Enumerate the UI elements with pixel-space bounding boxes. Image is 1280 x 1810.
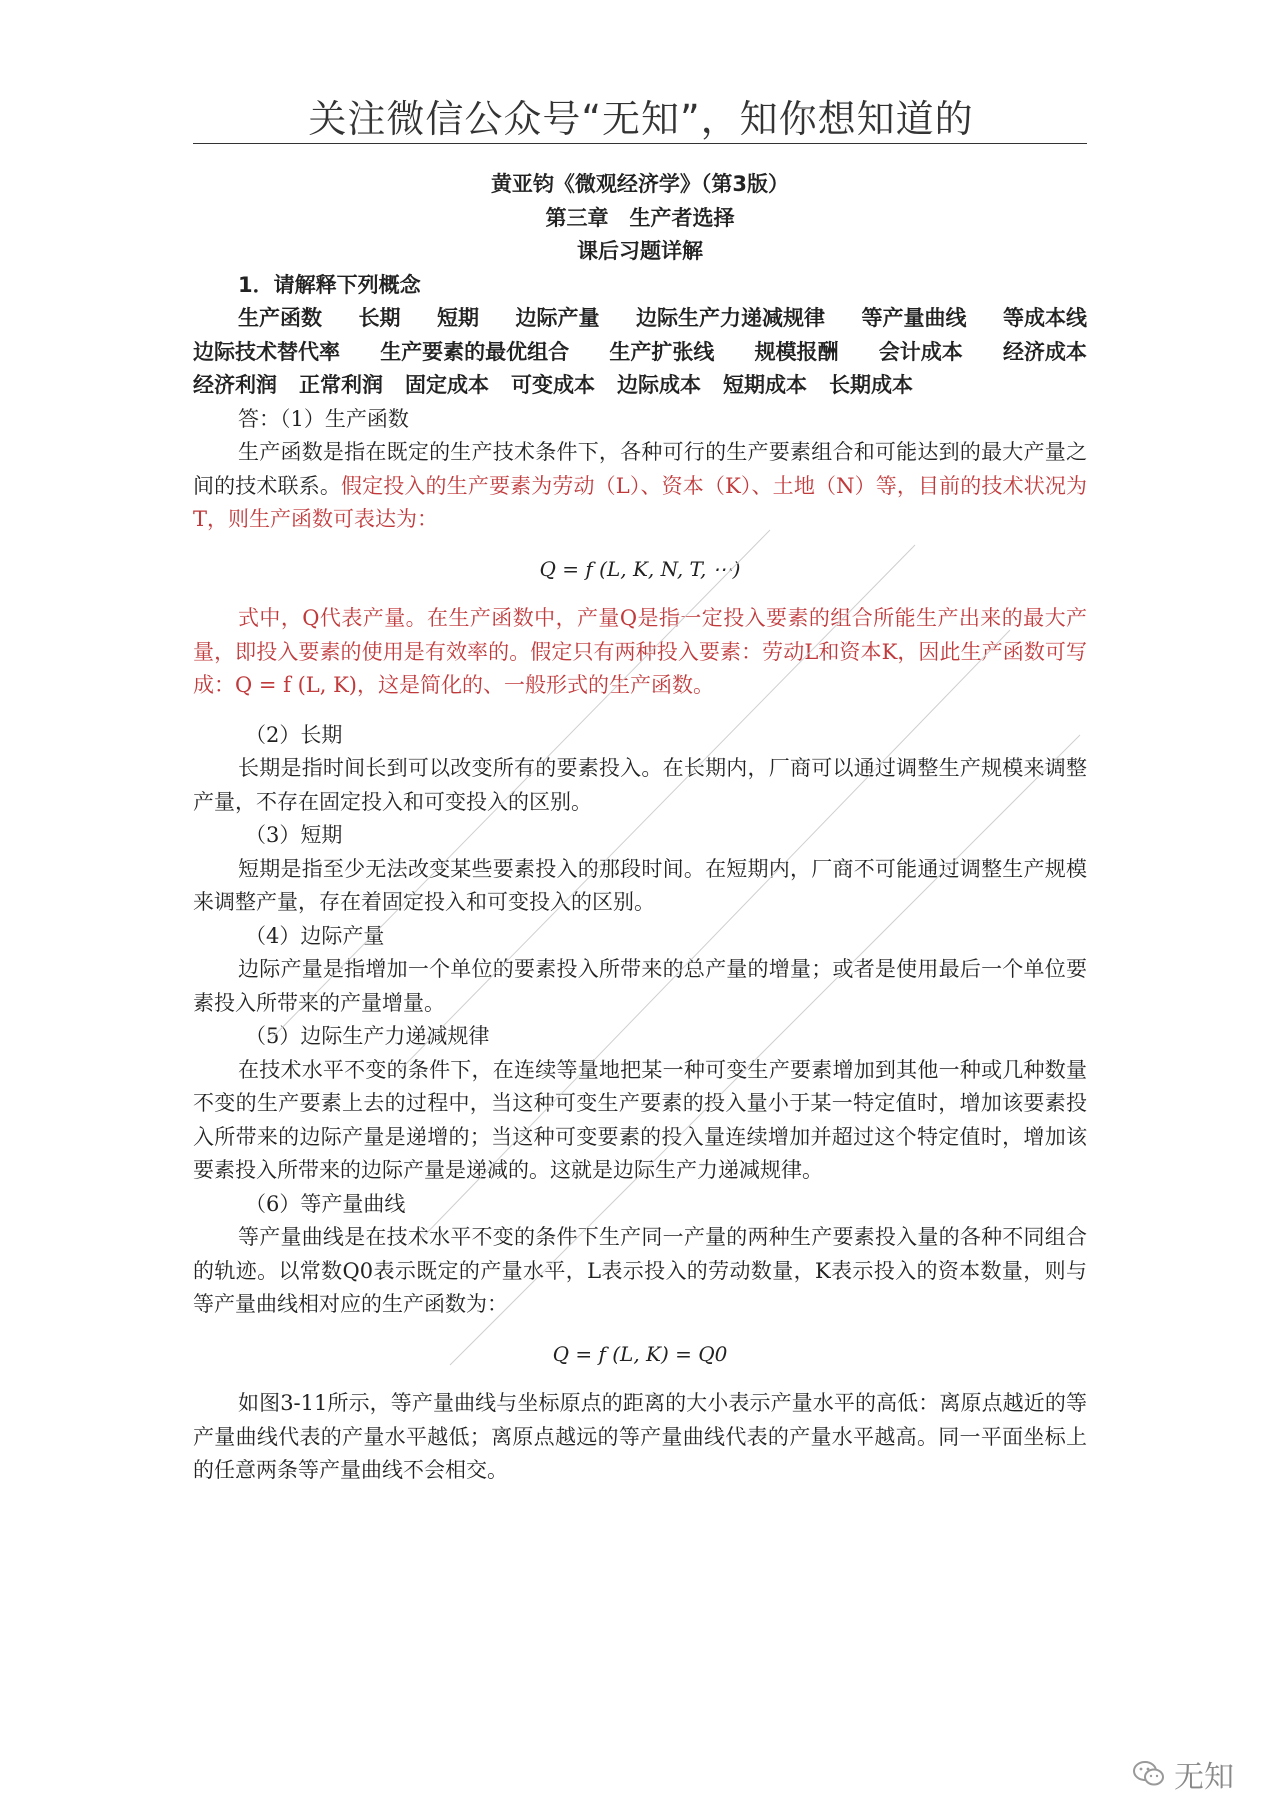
- term: 生产要素的最优组合: [380, 339, 570, 364]
- answer-section-3-paragraph: 短期是指至少无法改变某些要素投入的那段时间。在短期内，厂商不可能通过调整生产规模来调整产量，存在着固定投入和可变投入的区别。: [193, 856, 1087, 914]
- book-title: 黄亚钧《微观经济学》（第3版）: [490, 172, 790, 196]
- term: 边际成本: [617, 373, 701, 397]
- answer-section-5-paragraph: 在技术水平不变的条件下，在连续等量地把某一种可变生产要素增加到其他一种或几种数量不变的生产要素上去的过程中，当这种可变生产要素的投入量小于某一特定值时，增加该要素投入所带来的边际产量是递增的；当这种可变要素的投入量连续增加并超过这个特定值时，增加该要素投入所带来的边际产量是递减的。这就是边际生产力递减规律。: [193, 1057, 1087, 1182]
- banner-divider: [193, 143, 1087, 144]
- answer-section-2-paragraph: 长期是指时间长到可以改变所有的要素投入。在长期内，厂商可以通过调整生产规模来调整产量，不存在固定投入和可变投入的区别。: [193, 756, 1087, 814]
- wechat-logo: [1132, 1752, 1234, 1796]
- term: 正常利润: [299, 373, 383, 397]
- highlighted-text: 假定投入的生产要素为劳动（L）、资本（K）、土地（N）等，目前的技术状况为T，则生产函数可表达为：: [193, 473, 1088, 531]
- term: 边际产量: [515, 306, 600, 330]
- term: 长期: [358, 306, 401, 330]
- equation-isoquant: Q = f (L, K) = Q0: [552, 1341, 728, 1366]
- wechat-icon: [1132, 1759, 1166, 1789]
- term: 经济利润: [193, 373, 277, 397]
- answer-section-6-heading: （6）等产量曲线: [245, 1191, 406, 1216]
- term: 边际生产力递减规律: [636, 306, 825, 330]
- answer-section-4-heading: （4）边际产量: [245, 923, 385, 948]
- terms-row-1: [193, 302, 1087, 336]
- answer-section-2-heading: （2）长期: [245, 722, 343, 747]
- term: 等产量曲线: [861, 306, 967, 330]
- term: 生产函数: [238, 306, 322, 330]
- answer-section-5-heading: （5）边际生产力递减规律: [245, 1024, 490, 1048]
- logo-text: 无知: [1174, 1760, 1234, 1795]
- banner-title: 关注微信公众号“无知”，知你想知道的: [308, 97, 974, 141]
- answer-section-1-paragraph-1: [193, 436, 1087, 537]
- term: 短期成本: [723, 373, 807, 397]
- term: 固定成本: [405, 373, 489, 397]
- term: 规模报酬: [754, 339, 839, 364]
- answer-section-4-paragraph: 边际产量是指增加一个单位的要素投入所带来的总产量的增量；或者是使用最后一个单位要素投入所带来的产量增量。: [193, 957, 1087, 1015]
- term: 会计成本: [878, 339, 963, 364]
- answer-section-6-paragraph-2: 如图3-11所示，等产量曲线与坐标原点的距离的大小表示产量水平的高低：离原点越近的等产量曲线代表的产量水平越低；离原点越远的等产量曲线代表的产量水平越高。同一平面坐标上的任意两条等产量曲线不会相交。: [193, 1391, 1087, 1482]
- equation-production-function: Q = f (L, K, N, T, ⋯): [539, 556, 741, 581]
- terms-row-3: [193, 369, 1087, 403]
- term: 等成本线: [1003, 306, 1087, 330]
- answer-section-1-heading: 答：（1）生产函数: [238, 406, 409, 431]
- section-title: 课后习题详解: [577, 239, 703, 263]
- term: 短期: [437, 306, 479, 330]
- document-body: [193, 168, 1087, 1488]
- term: 经济成本: [1002, 339, 1087, 364]
- terms-row-2: [193, 336, 1087, 370]
- chapter-title: 第三章 生产者选择: [545, 205, 735, 230]
- term: 生产扩张线: [609, 339, 715, 364]
- term: 边际技术替代率: [193, 339, 340, 364]
- answer-section-6-paragraph-1: 等产量曲线是在技术水平不变的条件下生产同一产量的两种生产要素投入量的各种不同组合的轨迹。以常数Q0表示既定的产量水平，L表示投入的劳动数量，K表示投入的资本数量，则与等产量曲线相对应的生产函数为：: [193, 1225, 1087, 1316]
- definition-text: 生产函数是指在既定的生产技术条件下，各种可行的生产要素组合和可能达到的最大产量之间的技术联系。: [193, 440, 1087, 498]
- term: 长期成本: [829, 373, 913, 397]
- answer-section-3-heading: （3）短期: [245, 823, 343, 847]
- term: 可变成本: [511, 373, 595, 397]
- question-heading: 1．请解释下列概念: [238, 272, 421, 297]
- answer-section-1-paragraph-2: 式中，Q代表产量。在生产函数中，产量Q是指一定投入要素的组合所能生产出来的最大产量，即投入要素的使用是有效率的。假定只有两种投入要素：劳动L和资本K，因此生产函数可写成：Q = f (L, K)，这是简化的、一般形式的生产函数。: [193, 606, 1087, 697]
